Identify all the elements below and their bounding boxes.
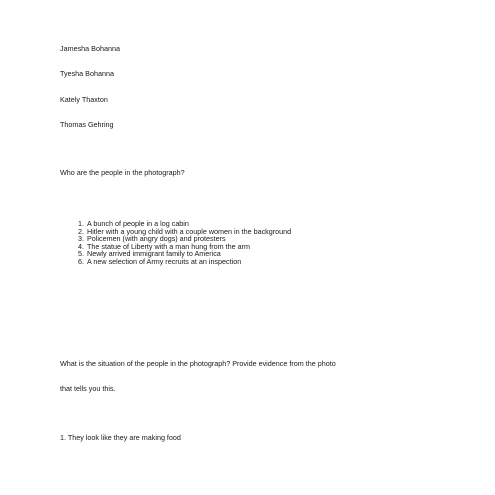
document-page: Jamesha Bohanna Tyesha Bohanna Kately Thaxton Thomas Gehring Who are the people in the photograph? 1. A bunch of people in a log cabin 2. Hitler with a young child with a couple women in the background 3. Policemen (with angry dogs) and protesters 4. The statue of Liberty with a man hung from the arm 5. Newly arrived immigrant family to America 6. A new selection of Army recruits at an inspection What is the situation of the people in the photograph? Provide evidence from the photo that tells you this. 1. They look like they are making food <box>60 44 336 442</box>
author-name: Jamesha Bohanna <box>60 44 120 53</box>
question-situation-continued: that tells you this. <box>60 384 116 393</box>
question-who: Who are the people in the photograph? <box>60 168 185 177</box>
author-name: Kately Thaxton <box>60 95 108 104</box>
answer-situation: 1. They look like they are making food <box>60 433 181 442</box>
author-name: Thomas Gehring <box>60 120 114 129</box>
question-situation: What is the situation of the people in the photograph? Provide evidence from the photo <box>60 359 336 368</box>
author-name: Tyesha Bohanna <box>60 69 114 78</box>
